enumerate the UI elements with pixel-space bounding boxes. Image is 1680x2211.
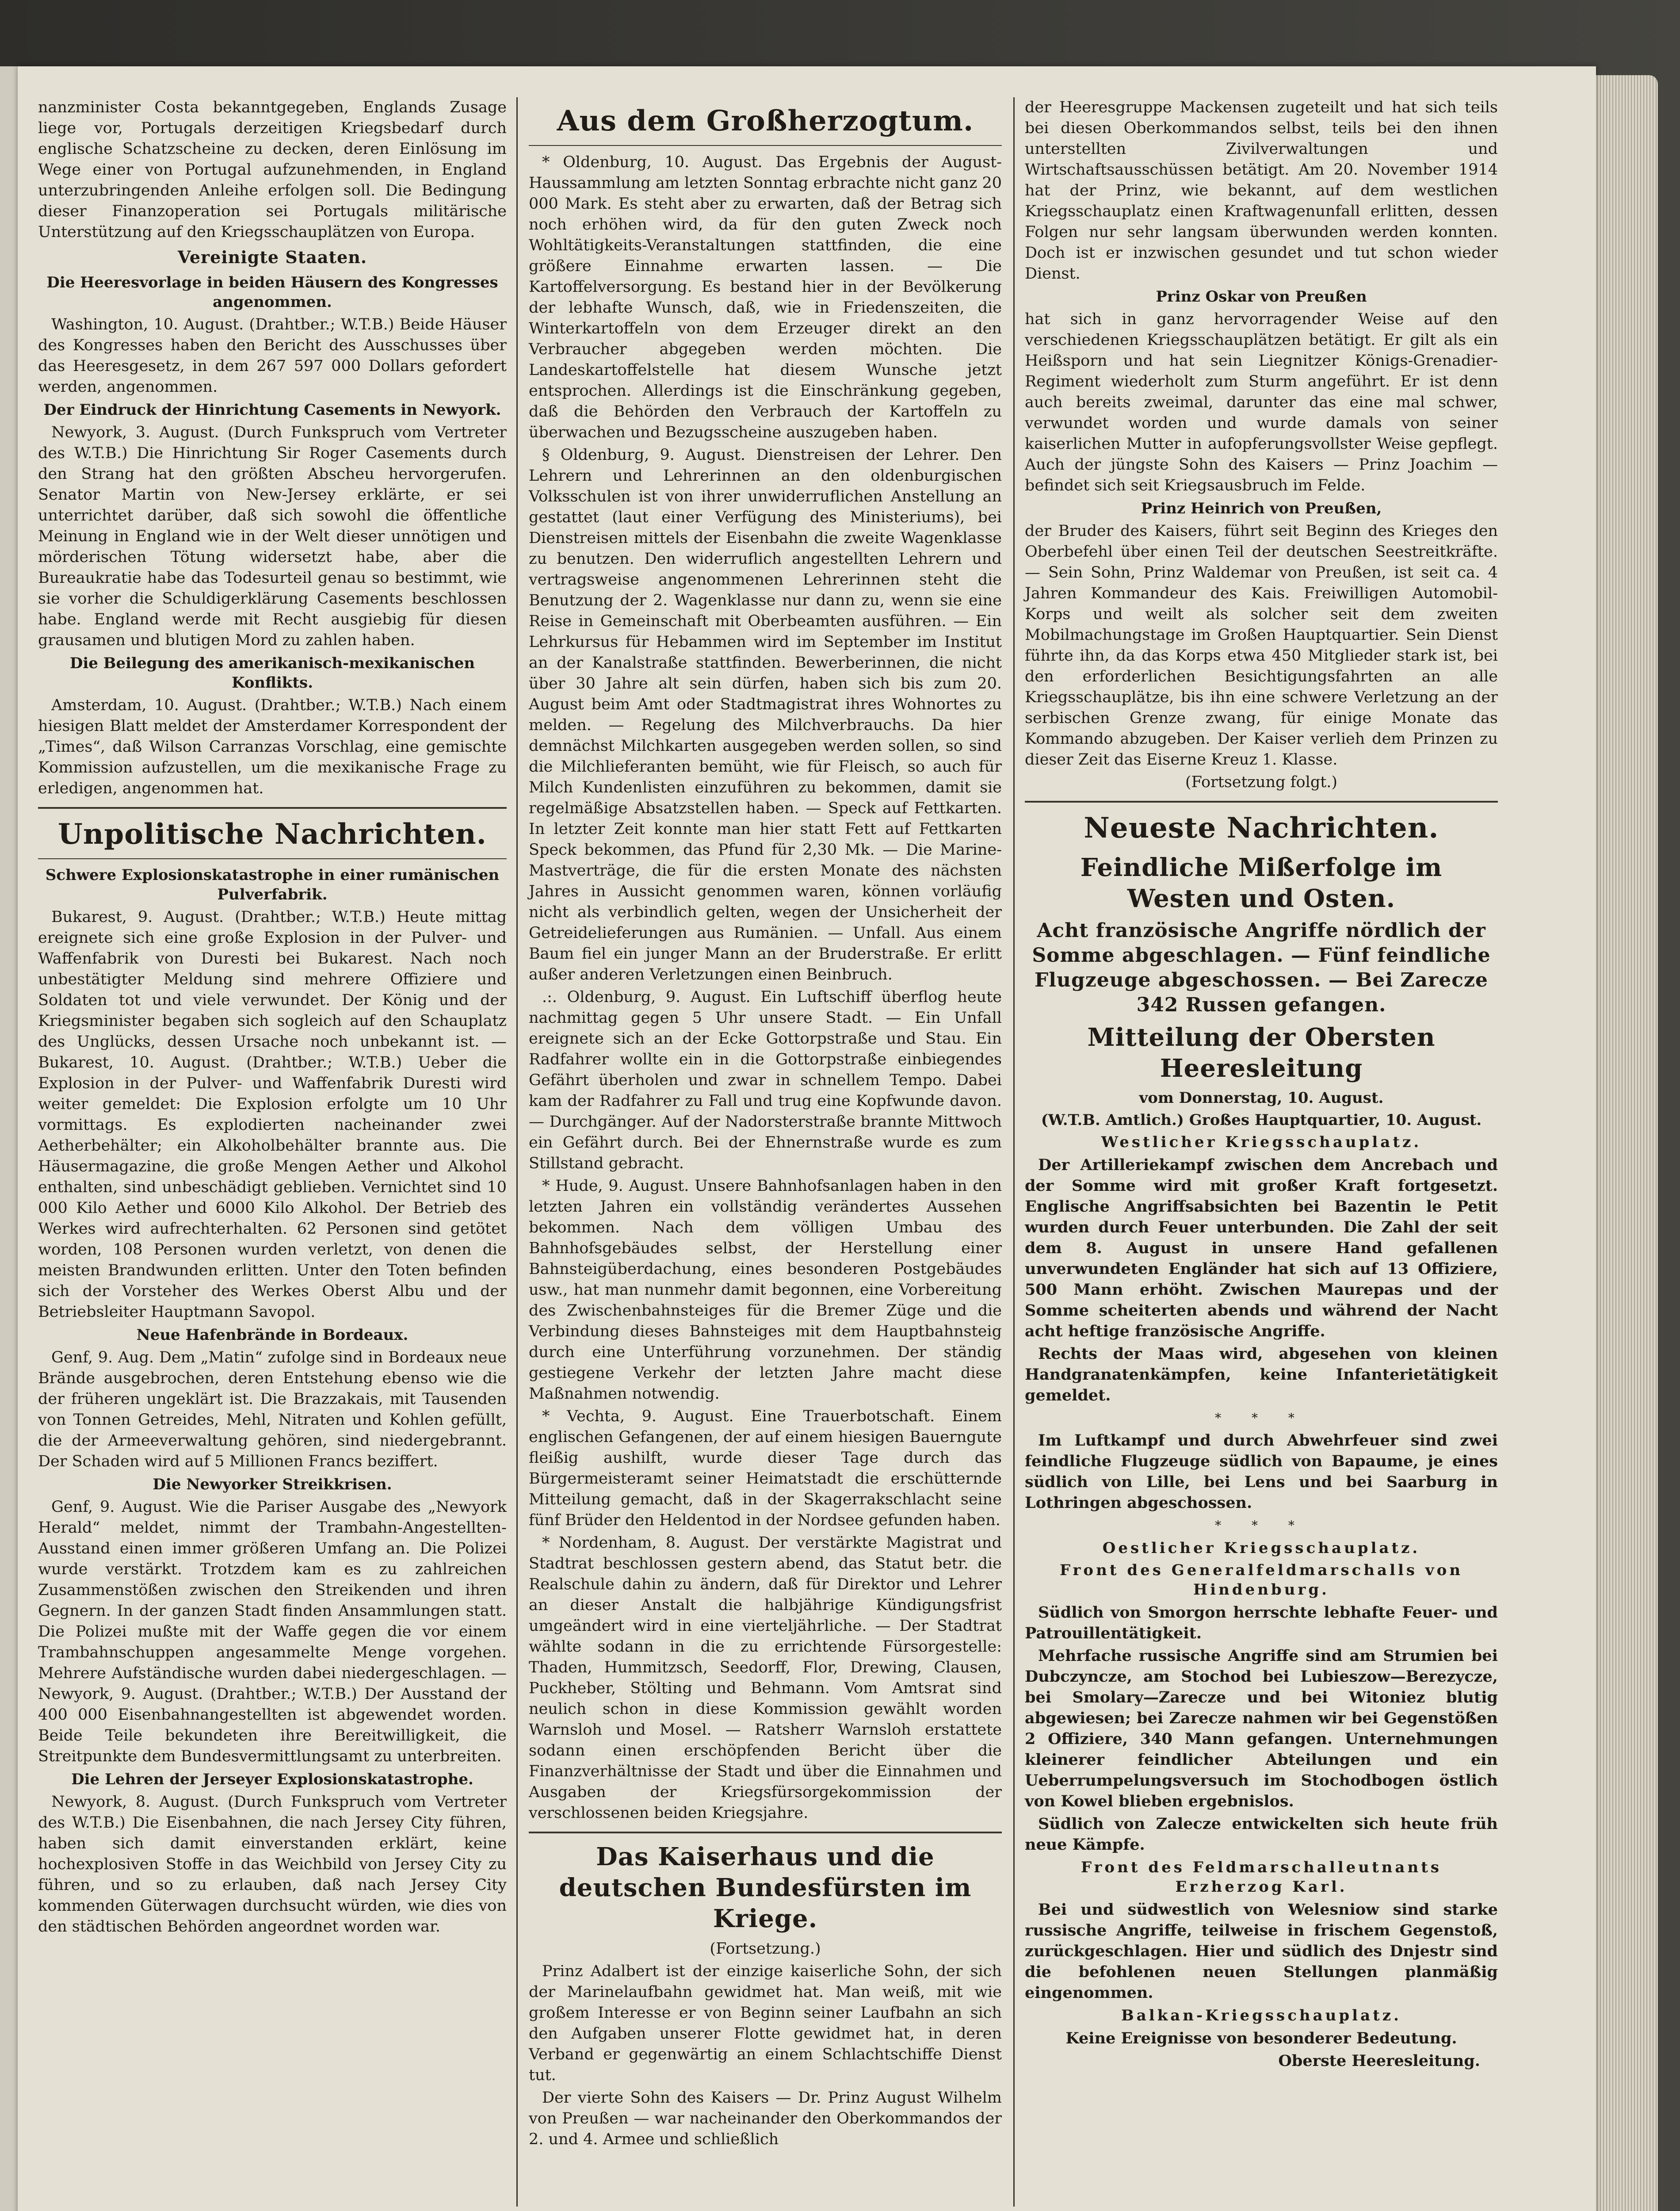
column-3 bbox=[1025, 97, 1498, 2073]
front-erzherzog: Front des Feldmarschalleutnants Erzherzog Karl. bbox=[1081, 1859, 1442, 1896]
previous-page-edge bbox=[0, 66, 19, 2211]
subheading-streik: Die Newyorker Streikkrisen. bbox=[153, 1476, 392, 1493]
subheading-heinrich: Prinz Heinrich von Preußen, bbox=[1141, 500, 1382, 517]
subheading-oskar: Prinz Oskar von Preußen bbox=[1156, 288, 1367, 306]
subheading-heeresvorlage: Die Heeresvorlage in beiden Häusern des Kongresses angenommen. bbox=[46, 274, 498, 311]
subheading-explosion: Schwere Explosionskatastrophe in einer rumänischen Pulverfabrik. bbox=[45, 866, 500, 903]
august-wilhelm-paragraph: Der vierte Sohn des Kaisers — Dr. Prinz August Wilhelm von Preußen — war nacheinander den Oberkommandos der 2. und 4. Armee und schließlich bbox=[529, 2089, 1002, 2148]
heading-rule bbox=[529, 145, 1002, 146]
balkan-heading: Balkan-Kriegsschauplatz. bbox=[1121, 2007, 1401, 2024]
hauptquartier-line: (W.T.B. Amtlich.) Großes Hauptquartier, 10. August. bbox=[1041, 1111, 1482, 1129]
heading-feindliche: Feindliche Mißerfolge im Westen und Osten. bbox=[1080, 853, 1443, 913]
hude-paragraph: * Hude, 9. August. Unsere Bahnhofsanlagen haben in den letzten Jahren ein vollständig verändertes Aussehen bekommen. Nach dem völligen Umbau des Bahnhofsgebäudes selbst, der Herstellung einer Bahnsteigüberdachung, eines besonderen Postgebäudes usw., hat man nunmehr damit begonnen, eine Vorbereitung des Zwischenbahnsteiges für die Bremer Züge und die Verbindung dieses Bahnsteiges mit dem Hauptbahnsteig durch eine Unterführung vorzunehmen. Der ständig gestiegene Verkehr der letzten Jahre macht diese Maßnahmen notwendig. bbox=[529, 1177, 1002, 1403]
vechta-paragraph: * Vechta, 9. August. Eine Trauerbotschaft. Einem englischen Gefangenen, der auf einem hiesigen Bauerngute fleißig aushilft, wurde dieser Tage durch das Bürgermeisteramt seiner Heimatstadt die erschütternde Mitteilung gemacht, daß in der Skagerrakschlacht seine fünf Brüder den Heldentod in der Nordsee gefunden haben. bbox=[529, 1408, 1002, 1529]
column-1 bbox=[38, 97, 507, 1939]
section-rule bbox=[38, 807, 507, 809]
fortsetzung-note: (Fortsetzung.) bbox=[710, 1940, 821, 1958]
jersey-paragraph: Newyork, 8. August. (Durch Funkspruch vom Vertreter des W.T.B.) Die Eisenbahnen, die nach Jersey City führen, haben sich damit einverstanden erklärt, keine hochexplosiven Stoffe in das Weichbild von Jersey City zu führen, und so zu erlauben, daß nach Jersey City kommenden Güterwagen durchsucht würden, wie dies von den städtischen Behörden angeordnet worden war. bbox=[38, 1793, 507, 1936]
west-paragraph-3: Im Luftkampf und durch Abwehrfeuer sind zwei feindliche Flugzeuge südlich von Bapaume, je eines südlich von Lille, bei Lens und bei Saarburg in Lothringen abgeschossen. bbox=[1025, 1431, 1498, 1512]
subheading-acht-angriffe: Acht französische Angriffe nördlich der Somme abgeschlagen. — Fünf feindliche Flugzeuge abgeschossen. — Bei Zarecze 342 Russen gefangen. bbox=[1032, 919, 1491, 1016]
section-rule bbox=[1025, 801, 1498, 803]
fortsetzung-folgt: (Fortsetzung folgt.) bbox=[1185, 773, 1338, 791]
front-hindenburg: Front des Generalfeldmarschalls von Hindenburg. bbox=[1059, 1561, 1463, 1599]
adalbert-paragraph: Prinz Adalbert ist der einzige kaiserliche Sohn, der sich der Marinelaufbahn gewidmet hat. Man weiß, mit wie großem Interesse er von Beginn seiner Laufbahn an sich den Aufgaben unserer Flotte gewidmet hat, in deren Verband er gegenwärtig an einem Schlachtschiffe Dienst tut. bbox=[529, 1962, 1002, 2084]
ost-paragraph-2: Mehrfache russische Angriffe sind am Strumien bei Dubczyncze, am Stochod bei Lubieszow—Berezycze, bei Smolary—Zarecze und bei Witoniez blutig abgewiesen; bei Zarecze nahmen wir bei Gegenstößen 2 Offiziere, 340 Mann gefangen. Unternehmungen kleinerer feindlicher Abteilungen und ein Ueberrumpelungsversuch im Stochodbogen östlich von Kowel blieben ergebnislos. bbox=[1025, 1647, 1498, 1810]
washington-paragraph: Washington, 10. August. (Drahtber.; W.T.B.) Beide Häuser des Kongresses haben den Bericht des Ausschusses über das Heeresgesetz, in dem 267 597 000 Dollars gefordert werden, angenommen. bbox=[38, 316, 507, 396]
west-paragraph-2: Rechts der Maas wird, abgesehen von kleinen Handgranatenkämpfen, keine Infanterietätigkeit gemeldet. bbox=[1025, 1345, 1498, 1404]
kaiserhaus-continued: der Heeresgruppe Mackensen zugeteilt und hat sich teils bei diesen Oberkommandos selbst, teils bei den ihnen unterstellten Zivilverwaltungen und Wirtschaftsausschüssen betätigt. Am 20. November 1914 hat der Prinz, wie bekannt, auf dem westlichen Kriegsschauplatz einen Kraftwagenunfall erlitten, dessen Folgen nur sehr langsam überwunden werden konnten. Doch ist er inzwischen gesundet und tut schon wieder Dienst. bbox=[1025, 99, 1498, 283]
separator-stars: * * * bbox=[1215, 1411, 1308, 1425]
oldenburg-paragraph-1: * Oldenburg, 10. August. Das Ergebnis der August-Haussammlung am letzten Sonntag erbrachte nicht ganz 20 000 Mark. Es steht aber zu erwarten, daß der Betrag sich noch erhöhen wird, da für den guten Zweck noch Wohltätigkeits-Veranstaltungen stattfinden, die eine größere Einnahme erwarten lassen. — Die Kartoffelversorgung. Es bestand hier in der Bevölkerung der lebhafte Wunsch, daß, wie in Friedenszeiten, die Winterkartoffeln von dem Erzeuger direkt an den Verbraucher abgegeben werden möchten. Die Landeskartoffelstelle hat diesem Wunsche jetzt entsprochen. Allerdings ist die Einschränkung gegeben, daß die Behörden den Verbrauch der Kartoffeln zu überwachen und Bezugsscheine auszugeben haben. bbox=[529, 153, 1002, 441]
oldenburg-paragraph-3: .:. Oldenburg, 9. August. Ein Luftschiff überflog heute nachmittag gegen 5 Uhr unsere Stadt. — Ein Unfall ereignete sich an der Ecke Gottorpstraße und Stau. Ein Radfahrer wollte ein in die Gottorpstraße einbiegendes Gefährt überholen und zwar in schnellem Tempo. Dabei kam der Radfahrer zu Fall und trug eine Kopfwunde davon. — Durchgänger. Auf der Nadorsterstraße brannte Mittwoch ein Gefährt durch. Bei der Ehnernstraße wurde es zum Stillstand gebracht. bbox=[529, 988, 1002, 1172]
bordeaux-paragraph: Genf, 9. Aug. Dem „Matin“ zufolge sind in Bordeaux neue Brände ausgebrochen, deren Entstehung ebenso wie die der früheren ungeklärt ist. Die Brazzakais, mit Tausenden von Tonnen Getreides, Mehl, Nitraten und Kohlen gefüllt, die der Armeeverwaltung gehören, sind niedergebrannt. Der Schaden wird auf 5 Millionen Francs beziffert. bbox=[38, 1349, 507, 1470]
streik-paragraph: Genf, 9. August. Wie die Pariser Ausgabe des „Newyork Herald“ meldet, nimmt der Trambahn-Angestellten-Ausstand einen immer größeren Umfang an. Die Polizei wurde verstärkt. Trotzdem kam es zu zahlreichen Zusammenstößen zwischen den Streikenden und ihren Gegnern. In der ganzen Stadt finden Ansammlungen statt. Die Polizei mußte mit der Waffe gegen die vor einem Trambahnschuppen angesammelte Menge vorgehen. Mehrere Aufständische wurden dabei niedergeschlagen. — Newyork, 9. August. (Drahtber.; W.T.B.) Der Ausstand der 400 000 Eisenbahnangestellten ist abgewendet worden. Beide Teile bekundeten ihre Bereitwilligkeit, die Streitpunkte dem Bundesvermittlungsamt zu unterbreiten. bbox=[38, 1498, 507, 1765]
bukarest-paragraph: Bukarest, 9. August. (Drahtber.; W.T.B.) Heute mittag ereignete sich eine große Explosion in der Pulver- und Waffenfabrik von Duresti bei Bukarest. Nach noch unbestätigter Meldung sind mehrere Offiziere und Soldaten tot und viele verwundet. Der König und der Kriegsminister begaben sich sogleich auf den Schauplatz des Unglücks, dessen Ursache noch unbekannt ist. — Bukarest, 10. August. (Drahtber.; W.T.B.) Ueber die Explosion in der Pulver- und Waffenfabrik Duresti wird weiter gemeldet: Die Explosion erfolgte um 10 Uhr vormittags. Es explodierten nacheinander zwei Aetherbehälter; ein Alkoholbehälter brannte aus. Die Häusermagazine, die große Mengen Aether und Alkohol enthalten, sind unbeschädigt geblieben. Vernichtet sind 10 000 Kilo Aether und 6000 Kilo Alkohol. Der Betrieb des Werkes wird aufrechterhalten. 62 Personen sind getötet worden, 108 Personen wurden verletzt, von denen die meisten Brandwunden erlitten. Unter den Toten befinden sich der Vorsteher des Werkes Oberst Albu und der Betriebsleiter Hauptmann Savopol. bbox=[38, 908, 507, 1321]
column-rule-1 bbox=[516, 97, 518, 2207]
subheading-bordeaux: Neue Hafenbrände in Bordeaux. bbox=[136, 1326, 409, 1344]
section-rule bbox=[529, 1832, 1002, 1833]
heading-rule bbox=[38, 858, 507, 859]
amsterdam-paragraph: Amsterdam, 10. August. (Drahtber.; W.T.B.) Nach einem hiesigen Blatt meldet der Amsterdamer Korrespondent der „Times“, daß Wilson Carranzas Vorschlag, eine gemischte Kommission aufzustellen, um die mexikanische Frage zu erledigen, angenommen hat. bbox=[38, 696, 507, 797]
stacked-page-edges bbox=[1592, 75, 1658, 2211]
west-paragraph-1: Der Artilleriekampf zwischen dem Ancrebach und der Somme wird mit großer Kraft fortgesetzt. Englische Angriffsabsichten bei Bazentin le Petit wurden durch Feuer unterbunden. Die Zahl der seit dem 8. August in unsere Hand gefallenen unverwundeten Engländer hat sich auf 13 Offiziere, 500 Mann erhöht. Zwischen Maurepas und der Somme scheiterten abends und während der Nacht acht heftige französische Angriffe. bbox=[1025, 1156, 1498, 1340]
ohl-date: vom Donnerstag, 10. August. bbox=[1139, 1089, 1384, 1107]
heading-kaiserhaus: Das Kaiserhaus und die deutschen Bundesfürsten im Kriege. bbox=[559, 1842, 972, 1933]
ost-paragraph-1: Südlich von Smorgon herrschte lebhafte Feuer- und Patrouillentätigkeit. bbox=[1025, 1603, 1498, 1642]
casement-paragraph: Newyork, 3. August. (Durch Funkspruch vom Vertreter des W.T.B.) Die Hinrichtung Sir Roger Casements durch den Strang hat den größten Abscheu hervorgerufen. Senator Martin von New-Jersey erklärte, er sei unterrichtet darüber, daß sich sowohl die öffentliche Meinung in England wie in der Welt dieser unnötigen und mörderischen Tötung widersetzt habe, aber die Bureaukratie habe das Todesurteil genau so bestimmt, wie sie vorher die Schuldigerklärung Casements beschlossen habe. England werde mit Recht ausgiebig für diesen grausamen und blutigen Mord zu zahlen haben. bbox=[38, 424, 507, 649]
heading-ohl: Mitteilung der Obersten Heeresleitung bbox=[1087, 1023, 1436, 1083]
subheading-jersey: Die Lehren der Jerseyer Explosionskatastrophe. bbox=[71, 1771, 473, 1788]
column-2 bbox=[529, 97, 1002, 2152]
west-heading: Westlicher Kriegsschauplatz. bbox=[1101, 1133, 1422, 1151]
heinrich-paragraph: der Bruder des Kaisers, führt seit Beginn des Krieges den Oberbefehl über einen Teil der deutschen Seestreitkräfte. — Sein Sohn, Prinz Waldemar von Preußen, ist seit ca. 4 Jahren Kommandeur des Kais. Freiwilligen Automobil-Korps und weilt als solcher seit dem zweiten Mobilmachungstage im Großen Hauptquartier. Sein Dienst führte ihn, da das Korps etwa 450 Mitglieder stark ist, bei den erforderlichen Besichtigungsfahrten an alle Kriegsschauplätze, bis ihn eine schwere Verletzung an der serbischen Grenze zwang, für einige Monate das Kommando abzugeben. Der Kaiser verlieh dem Prinzen zu dieser Zeit das Eiserne Kreuz 1. Klasse. bbox=[1025, 522, 1498, 769]
balkan-paragraph: Keine Ereignisse von besonderer Bedeutung. bbox=[1065, 2029, 1457, 2047]
subheading-konflikt: Die Beilegung des amerikanisch-mexikanischen Konflikts. bbox=[69, 654, 475, 692]
oskar-paragraph: hat sich in ganz hervorragender Weise auf den verschiedenen Kriegsschauplätzen betätigt. Er gilt als ein Heißsporn und hat sein Liegnitzer Königs-Grenadier-Regiment wiederholt zum Sturm angeführt. Er ist denn auch bereits zweimal, darunter das eine mal schwer, verwundet worden und wurde damals von seiner kaiserlichen Mutter in aufopferungsvollster Weise gepflegt. Auch der jüngste Sohn des Kaisers — Prinz Joachim — befindet sich seit Kriegsausbruch im Felde. bbox=[1025, 310, 1498, 494]
ost-paragraph-4: Bei und südwestlich von Welesniow sind starke russische Angriffe, teilweise in frischem Gegenstoß, zurückgeschlagen. Hier und südlich des Dnjestr sind die befohlenen neuen Stellungen planmäßig eingenommen. bbox=[1025, 1901, 1498, 2002]
portugal-paragraph: nanzminister Costa bekanntgegeben, Englands Zusage liege vor, Portugals derzeitigen Kriegsbedarf durch englische Schatzscheine zu decken, deren Einlösung im Wege einer von Portugal aufzunehmenden, in England unterzubringenden Anleihe erfolgen soll. Die Bedingung dieser Finanzoperation sei Portugals militärische Unterstützung auf den Kriegsschauplätzen von Europa. bbox=[38, 99, 507, 241]
heading-grossherzogtum: Aus dem Großherzogtum. bbox=[557, 104, 974, 138]
heading-us: Vereinigte Staaten. bbox=[177, 247, 367, 267]
nordenham-paragraph: * Nordenham, 8. August. Der verstärkte Magistrat und Stadtrat beschlossen gestern abend, das Statut betr. die Realschule dahin zu ändern, daß für Direktor und Lehrer an dieser Anstalt die halbjährige Kündigungsfrist umgeändert wird in eine vierteljährliche. — Der Stadtrat wählte sodann in die zu errichtende Fürsorgestelle: Thaden, Hummitzsch, Seedorff, Flor, Drewing, Clausen, Puckheber, Stölting und Behmann. Vom Amtsrat sind neulich schon in diese Kommission gewählt worden Warnsloh und Mosel. — Ratsherr Warnsloh erstattete sodann einen erschöpfenden Bericht über die Finanzverhältnisse der Stadt und über die Einnahmen und Ausgaben der Kriegsfürsorgekommission der verschlossenen beiden Kriegsjahre. bbox=[529, 1534, 1002, 1822]
subheading-casement: Der Eindruck der Hinrichtung Casements in Newyork. bbox=[43, 401, 501, 419]
ost-paragraph-3: Südlich von Zalecze entwickelten sich heute früh neue Kämpfe. bbox=[1025, 1815, 1498, 1854]
ost-heading: Oestlicher Kriegsschauplatz. bbox=[1102, 1539, 1420, 1557]
separator-stars: * * * bbox=[1215, 1518, 1308, 1533]
column-rule-2 bbox=[1013, 97, 1015, 2207]
heading-unpolitisch: Unpolitische Nachrichten. bbox=[58, 818, 487, 851]
signature: Oberste Heeresleitung. bbox=[1278, 2052, 1480, 2070]
oldenburg-paragraph-2: § Oldenburg, 9. August. Dienstreisen der Lehrer. Den Lehrern und Lehrerinnen an den oldenburgischen Volksschulen ist von ihrer unwiderruflichen Anstellung an gestattet (laut einer Verfügung des Ministeriums), bei Dienstreisen mittels der Eisenbahn die zweite Wagenklasse zu benutzen. Den widerruflich angestellten Lehrern und vertragsweise angenommenen Lehrerinnen steht die Benutzung der 2. Wagenklasse nur dann zu, wenn sie eine Reise in Gemeinschaft mit Oberbeamten ausführen. — Ein Lehrkursus für Hebammen wird im September im Institut an der Kanalstraße stattfinden. Bewerberinnen, die nicht über 30 Jahre alt sein dürfen, haben sich bis zum 20. August beim Amt oder Stadtmagistrat ihres Wohnortes zu melden. — Regelung des Milchverbrauchs. Da hier demnächst Milchkarten ausgegeben werden sollen, so sind die Milchlieferanten bemüht, wie für Fleisch, so auch für Milch Kundenlisten einzuführen zu bekommen, damit sie regelmäßige Absatzstellen haben. — Speck auf Fettkarten. In letzter Zeit konnte man hier statt Fett auf Fettkarten Speck bekommen, das Pfund für 2,30 Mk. — Die Marine-Mastverträge, die für die ersten Monate des nächsten Jahres in Aussicht genommen waren, können vorläufig nicht als verbindlich gelten, wegen der Unsicherheit der Getreidelieferungen aus Rumänien. — Unfall. Aus einem Baum fiel ein junger Mann an der Bruderstraße. Er erlitt außer anderen Verletzungen einen Beinbruch. bbox=[529, 446, 1002, 983]
heading-neueste: Neueste Nachrichten. bbox=[1084, 811, 1439, 845]
